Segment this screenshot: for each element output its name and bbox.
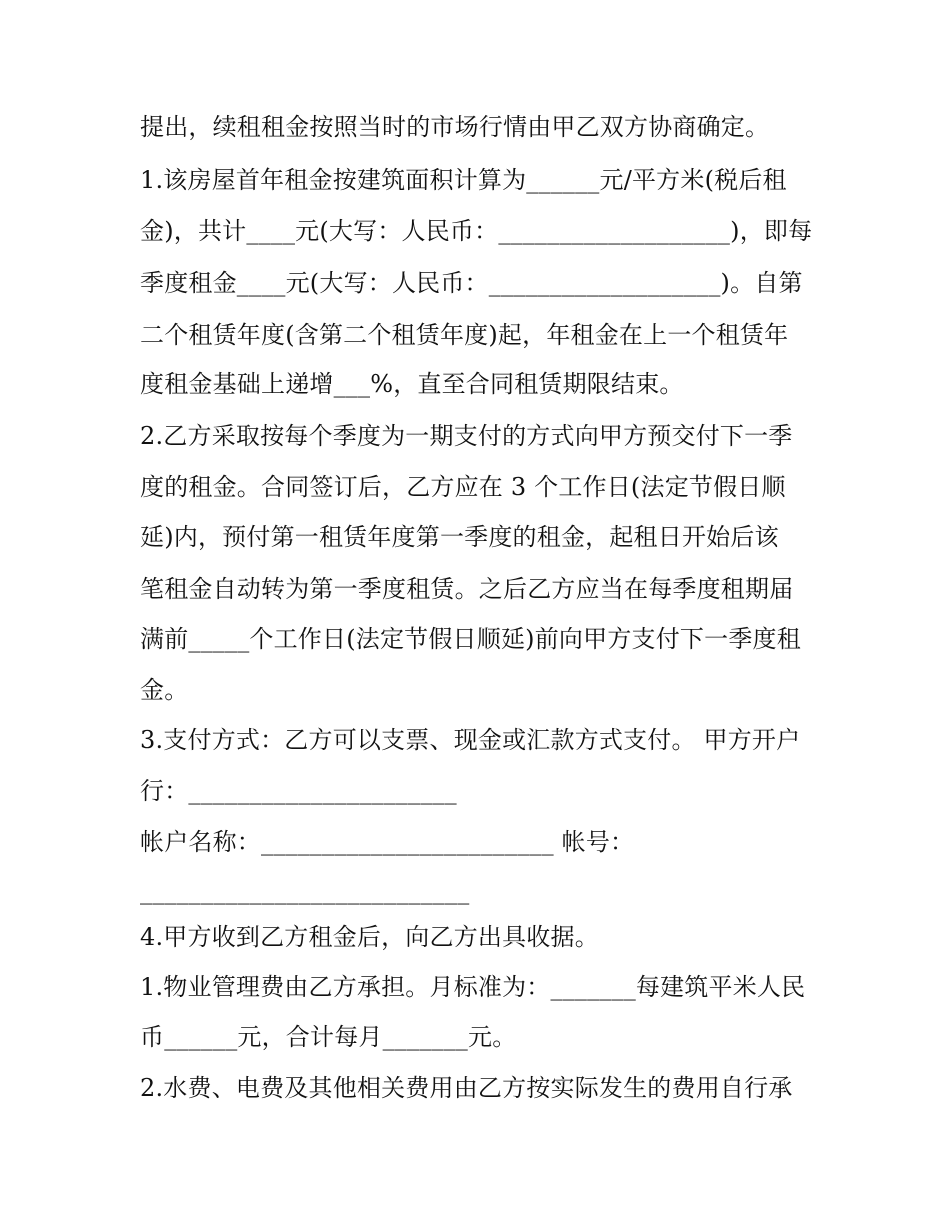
text-line: 笔租金自动转为第一季度租赁。之后乙方应当在每季度租期届 (140, 575, 794, 603)
text-line: 4.甲方收到乙方租金后，向乙方出具收据。 (140, 923, 599, 951)
text-line: 金。 (140, 676, 189, 704)
text-line: 3.支付方式：乙方可以支票、现金或汇款方式支付。 甲方开户 (140, 726, 801, 754)
text-line: 2.乙方采取按每个季度为一期支付的方式向甲方预交付下一季 (140, 422, 793, 450)
text-line: 1.物业管理费由乙方承担。月标准为：_______每建筑平米人民 (140, 973, 806, 1001)
text-line: 度租金基础上递增___%，直至合同租赁期限结束。 (140, 370, 684, 398)
text-line: 季度租金____元(大写：人民币：___________________)。自第 (140, 269, 803, 297)
text-line: 满前_____个工作日(法定节假日顺延)前向甲方支付下一季度租 (140, 625, 801, 653)
text-line: 1.该房屋首年租金按建筑面积计算为______元/平方米(税后租 (140, 166, 787, 194)
text-line: 二个租赁年度(含第二个租赁年度)起，年租金在上一个租赁年 (140, 321, 789, 349)
text-line: 提出，续租租金按照当时的市场行情由甲乙双方协商确定。 (140, 113, 770, 141)
text-line: 币______元，合计每月_______元。 (140, 1023, 517, 1051)
text-line: 度的租金。合同签订后，乙方应在 3 个工作日(法定节假日顺 (140, 473, 786, 501)
text-line: 延)内，预付第一租赁年度第一季度的租金，起租日开始后该 (140, 523, 779, 551)
text-line: 金)，共计____元(大写：人民币：___________________)，即每 (140, 217, 813, 245)
text-line: 行：______________________ (140, 777, 457, 805)
text-line: 帐户名称：________________________ 帐号： (140, 828, 635, 856)
text-line: ___________________________ (140, 877, 470, 905)
text-line: 2.水费、电费及其他相关费用由乙方按实际发生的费用自行承 (140, 1074, 793, 1102)
